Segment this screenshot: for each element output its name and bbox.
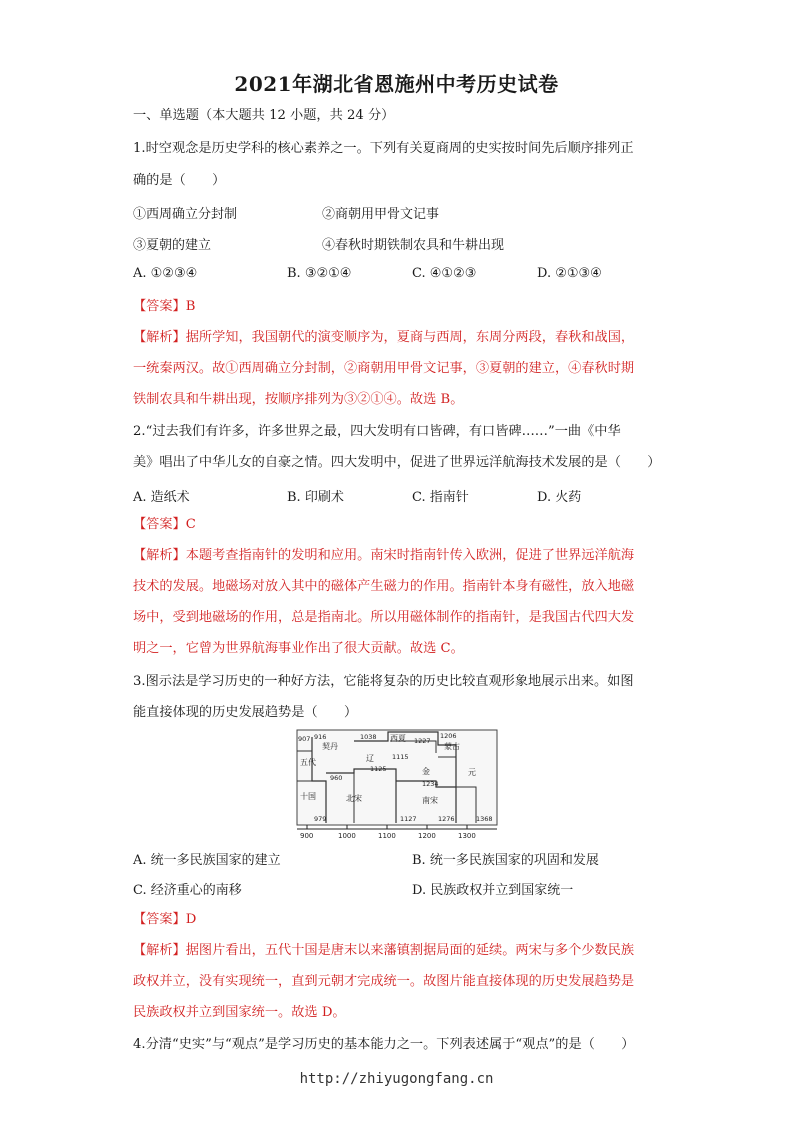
axis-tick-label: 900	[300, 832, 314, 840]
year-label: 907	[298, 735, 311, 743]
q2-stem-line2: 美》唱出了中华儿女的自豪之情。四大发明中，促进了世界远洋航海技术发展的是（ ）	[133, 455, 661, 470]
q3-analysis-line3: 民族政权并立到国家统一。故选 D。	[133, 1005, 346, 1020]
q1-item-3: ③夏朝的建立	[133, 238, 212, 253]
region-label: 契丹	[322, 742, 338, 751]
year-label: 1227	[414, 737, 431, 745]
year-label: 1234	[422, 780, 439, 788]
q2-option-c: C. 指南针	[412, 490, 469, 505]
q2-analysis-line4: 明之一，它曾为世界航海事业作出了很大贡献。故选 C。	[133, 641, 464, 656]
figure-axis-labels	[300, 832, 476, 840]
q3-option-c: C. 经济重心的南移	[133, 883, 242, 898]
q2-stem-line1: 2.“过去我们有许多，许多世界之最，四大发明有口皆碑，有口皆碑……”一曲《中华	[133, 424, 621, 439]
year-label: 1276	[438, 815, 455, 823]
q1-analysis-line2: 一统秦两汉。故①西周确立分封制，②商朝用甲骨文记事，③夏朝的建立，④春秋时期	[133, 361, 635, 376]
q2-option-a: A. 造纸术	[133, 490, 190, 505]
q1-option-c: C. ④①②③	[412, 266, 477, 281]
q1-answer: 【答案】B	[133, 299, 196, 314]
footer-url[interactable]: http://zhiyugongfang.cn	[299, 1071, 494, 1087]
dynasty-timeline-figure	[296, 729, 502, 841]
q2-analysis-line2: 技术的发展。地磁场对放入其中的磁体产生磁力的作用。指南针本身有磁性，放入地磁	[133, 579, 635, 594]
q1-item-4: ④春秋时期铁制农具和牛耕出现	[322, 238, 505, 253]
q1-stem-line2: 确的是（ ）	[133, 173, 226, 188]
year-label: 1125	[370, 765, 387, 773]
region-label: 十国	[300, 792, 316, 801]
q3-analysis-line2: 政权并立，没有实现统一，直到元朝才完成统一。故图片能直接体现的历史发展趋势是	[133, 974, 635, 989]
q1-option-b: B. ③②①④	[287, 266, 352, 281]
q3-analysis-line1: 【解析】据图片看出，五代十国是唐末以来藩镇割据局面的延续。两宋与多个少数民族	[133, 943, 635, 958]
year-label: 1115	[392, 753, 409, 761]
region-label: 五代	[300, 758, 316, 767]
q1-analysis-line1: 【解析】据所学知，我国朝代的演变顺序为，夏商与西周，东周分两段，春秋和战国，	[133, 330, 635, 345]
q2-analysis-line3: 场中，受到地磁场的作用，总是指南北。所以用磁体制作的指南针，是我国古代四大发	[133, 610, 635, 625]
axis-tick-label: 1000	[338, 832, 356, 840]
q1-option-d: D. ②①③④	[537, 266, 602, 281]
q3-stem-line2: 能直接体现的历史发展趋势是（ ）	[133, 705, 358, 720]
year-label: 1206	[440, 732, 457, 740]
axis-tick-label: 1200	[418, 832, 436, 840]
year-label: 1127	[400, 815, 417, 823]
region-label: 北宋	[346, 794, 362, 803]
q1-item-2: ②商朝用甲骨文记事	[322, 207, 440, 222]
year-label: 1368	[476, 815, 493, 823]
q3-option-a: A. 统一多民族国家的建立	[133, 853, 281, 868]
region-label: 西夏	[390, 734, 406, 743]
year-label: 979	[314, 815, 327, 823]
q2-analysis-line1: 【解析】本题考查指南针的发明和应用。南宋时指南针传入欧洲，促进了世界远洋航海	[133, 548, 635, 563]
q1-item-1: ①西周确立分封制	[133, 207, 238, 222]
q3-option-b: B. 统一多民族国家的巩固和发展	[412, 853, 599, 868]
q3-stem-line1: 3.图示法是学习历史的一种好方法，它能将复杂的历史比较直观形象地展示出来。如图	[133, 674, 634, 689]
year-label: 1038	[360, 733, 377, 741]
axis-tick-label: 1300	[458, 832, 476, 840]
year-label: 916	[314, 733, 327, 741]
q2-option-d: D. 火药	[537, 490, 582, 505]
region-label: 南宋	[422, 796, 438, 805]
region-label: 蒙古	[444, 742, 460, 751]
q2-option-b: B. 印刷术	[287, 490, 344, 505]
q2-answer: 【答案】C	[133, 517, 196, 532]
page-title: 2021年湖北省恩施州中考历史试卷	[234, 72, 559, 96]
region-label: 金	[422, 767, 430, 776]
q1-stem-line1: 1.时空观念是历史学科的核心素养之一。下列有关夏商周的史实按时间先后顺序排列正	[133, 141, 634, 156]
region-label: 辽	[366, 754, 374, 763]
q1-option-a: A. ①②③④	[133, 266, 198, 281]
q4-stem-line1: 4.分清“史实”与“观点”是学习历史的基本能力之一。下列表述属于“观点”的是（ ）	[133, 1037, 635, 1052]
year-label: 960	[330, 774, 343, 782]
q3-option-d: D. 民族政权并立到国家统一	[412, 883, 574, 898]
section-heading: 一、单选题（本大题共 12 小题，共 24 分）	[133, 108, 395, 123]
q3-answer: 【答案】D	[133, 912, 197, 927]
axis-tick-label: 1100	[378, 832, 396, 840]
q1-analysis-line3: 铁制农具和牛耕出现，按顺序排列为③②①④。故选 B。	[133, 392, 464, 407]
region-label: 元	[468, 768, 476, 777]
